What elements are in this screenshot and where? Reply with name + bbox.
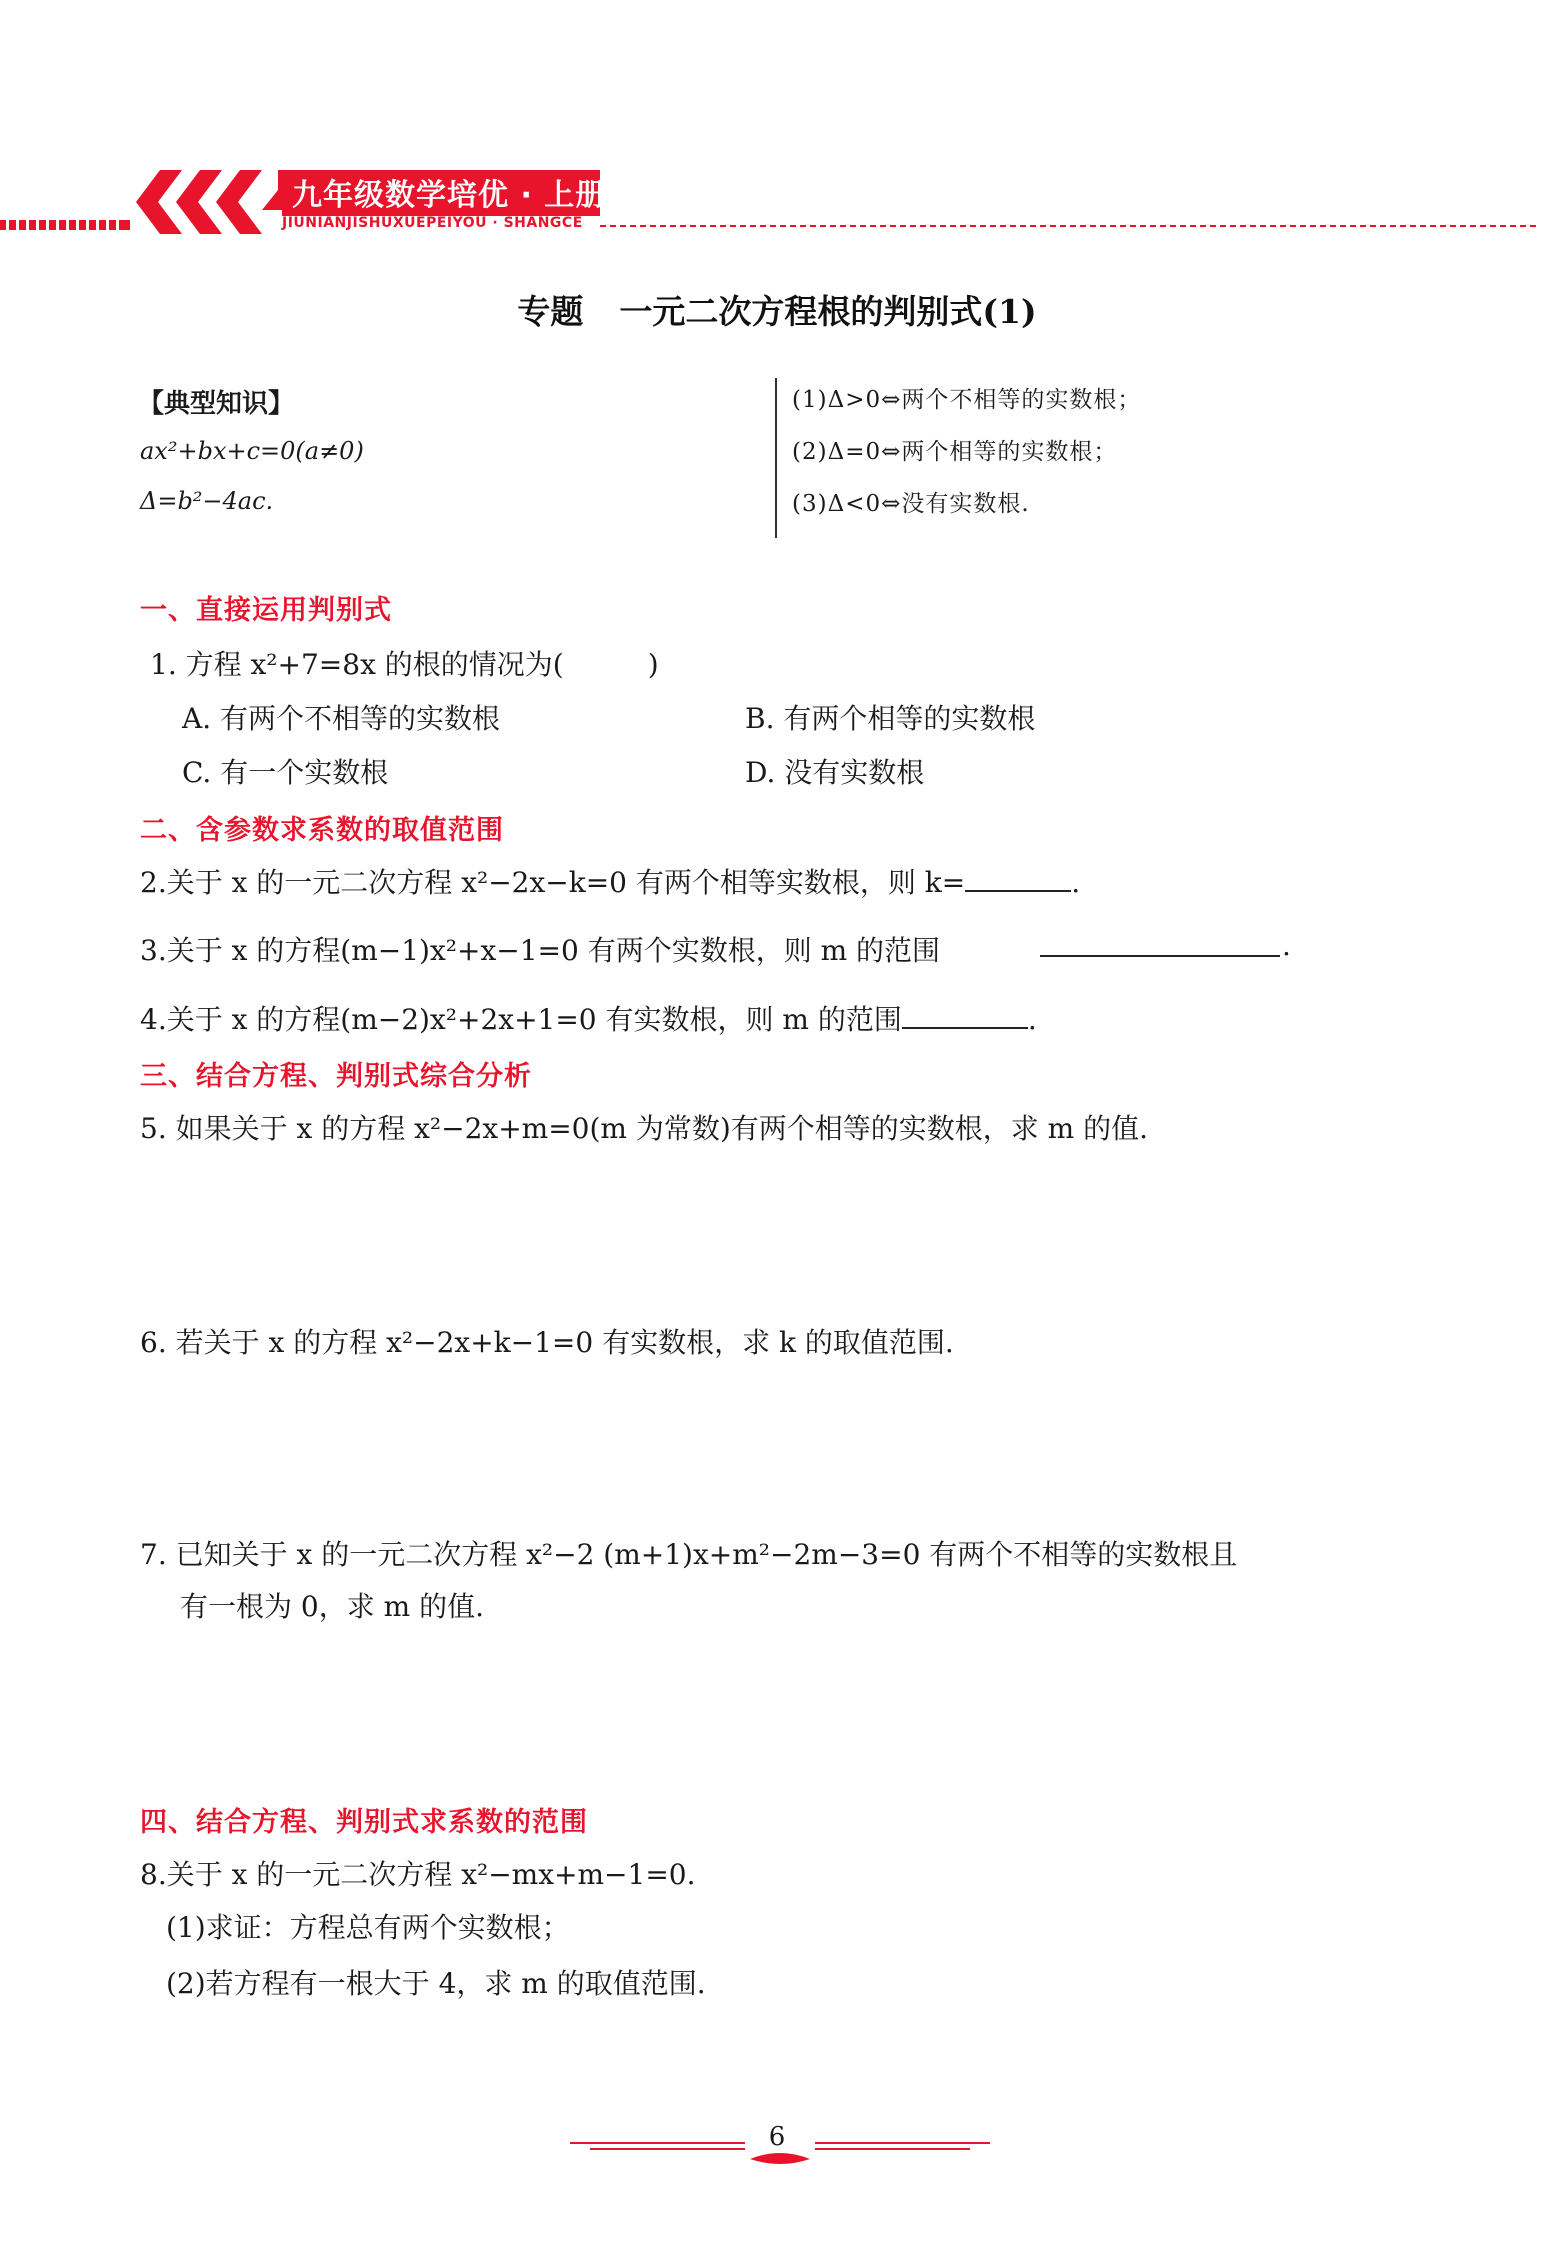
question-1-option-c: C. 有一个实数根 — [182, 756, 389, 789]
question-3 — [140, 929, 940, 969]
question-1-option-a: A. 有两个不相等的实数根 — [182, 702, 501, 735]
question-2 — [140, 861, 1080, 901]
book-subtitle: JIUNIANJISHUXUEPEIYOU · SHANGCE — [282, 215, 583, 231]
answer-blank[interactable] — [1040, 955, 1280, 957]
header-banner — [0, 170, 1554, 240]
question-4 — [140, 998, 1037, 1038]
answer-blank[interactable] — [965, 864, 1071, 892]
title-main: 一元二次方程根的判别式(1) — [619, 292, 1037, 331]
question-1-option-b: B. 有两个相等的实数根 — [745, 702, 1036, 735]
knowledge-rule-3: (3)Δ<0⇔没有实数根. — [792, 491, 1030, 517]
question-3-period: . — [1282, 929, 1291, 962]
question-5: 5. 如果关于 x 的方程 x²−2x+m=0(m 为常数)有两个相等的实数根，求 m 的值. — [140, 1112, 1149, 1145]
section-heading-1: 一、直接运用判别式 — [140, 595, 392, 626]
question-7-line-1: 7. 已知关于 x 的一元二次方程 x²−2 (m+1)x+m²−2m−3=0 有两个不相等的实数根且 — [140, 1538, 1238, 1571]
question-1: 1. 方程 x²+7=8x 的根的情况为( ) — [150, 648, 659, 681]
section-heading-3: 三、结合方程、判别式综合分析 — [140, 1061, 532, 1092]
knowledge-formula-equation: ax²+bx+c=0(a≠0) — [140, 437, 364, 465]
page-title — [0, 286, 1554, 333]
knowledge-formula-discriminant: Δ=b²−4ac. — [140, 487, 274, 515]
question-8-part-1: (1)求证：方程总有两个实数根； — [166, 1911, 570, 1944]
question-1-option-d: D. 没有实数根 — [745, 756, 925, 789]
question-8-part-2: (2)若方程有一根大于 4，求 m 的取值范围. — [166, 1967, 706, 2000]
question-7-line-2: 有一根为 0，求 m 的值. — [180, 1590, 484, 1623]
knowledge-rule-1: (1)Δ>0⇔两个不相等的实数根； — [792, 387, 1142, 413]
question-2-period: . — [1071, 866, 1081, 899]
question-3-text: 3.关于 x 的方程(m−1)x²+x−1=0 有两个实数根，则 m 的范围 — [140, 934, 941, 967]
question-8: 8.关于 x 的一元二次方程 x²−mx+m−1=0. — [140, 1858, 696, 1891]
section-heading-4: 四、结合方程、判别式求系数的范围 — [140, 1807, 588, 1838]
title-prefix: 专题 — [517, 292, 584, 331]
knowledge-divider — [775, 378, 777, 538]
question-2-text: 2.关于 x 的一元二次方程 x²−2x−k=0 有两个相等实数根，则 k= — [140, 866, 966, 899]
question-4-text: 4.关于 x 的方程(m−2)x²+2x+1=0 有实数根，则 m 的范围 — [140, 1003, 902, 1036]
question-6: 6. 若关于 x 的方程 x²−2x+k−1=0 有实数根，求 k 的取值范围. — [140, 1326, 954, 1359]
question-4-period: . — [1027, 1003, 1037, 1036]
book-title: 九年级数学培优 · 上册 — [292, 178, 607, 213]
section-heading-2: 二、含参数求系数的取值范围 — [140, 815, 504, 846]
page-number: 6 — [768, 2122, 786, 2152]
knowledge-heading: 【典型知识】 — [138, 389, 295, 419]
knowledge-rule-2: (2)Δ=0⇔两个相等的实数根； — [792, 439, 1118, 465]
answer-blank[interactable] — [902, 1001, 1028, 1029]
